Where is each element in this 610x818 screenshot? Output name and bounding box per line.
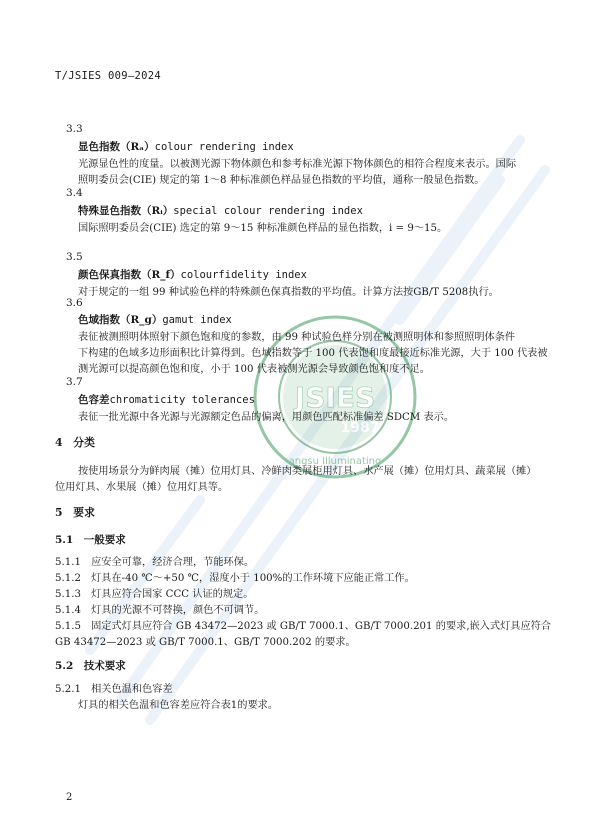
term-heading-3-3 (78, 139, 294, 154)
definition-3-6-line-2: 下构建的色域多边形面积比计算得到。色域指数等于 100 代表饱和度最接近标准光源，大于 100 代表被 (78, 348, 548, 359)
definition-3-7-line-1: 表征一批光源中各光源与光源额定色品的偏离，用颜色匹配标准偏差 SDCM 表示。 (78, 412, 455, 423)
term-en-3-4: special colour rendering index (173, 205, 363, 217)
svg-text:1987: 1987 (340, 420, 380, 436)
clause-5-1-5-line-2: GB 43472—2023 或 GB/T 7000.1、GB/T 7000.202 的要求。 (55, 637, 356, 648)
definition-3-5-line-1: 对于规定的一组 99 种试验色样的特殊颜色保真指数的平均值。计算方法按GB/T 5208执行。 (78, 287, 499, 298)
section-4-paragraph-line-2: 位用灯具、水果展（摊）位用灯具等。 (55, 482, 229, 493)
clause-5-1-4: 5.1.4 灯具的光源不可替换，颜色不可调节。 (55, 605, 265, 616)
term-en-3-7: chromaticity tolerances (109, 394, 255, 406)
clause-5-1-1: 5.1.1 应安全可靠，经济合理，节能环保。 (55, 557, 255, 568)
clause-5-1-5-line-1: 5.1.5 固定式灯具应符合 GB 43472—2023 或 GB/T 7000.1、GB/T 7000.201 的要求,嵌入式灯具应符合 (55, 621, 552, 632)
section-4-paragraph-line-1: 按使用场景分为鲜肉展（摊）位用灯具、冷鲜肉类展柜用灯具、水产展（摊）位用灯具、蔬菜展（摊） (78, 466, 537, 477)
standard-code-header: T/JSIES 009—2024 (55, 70, 161, 82)
clause-5-1-3: 5.1.3 灯具应符合国家 CCC 认证的规定。 (55, 589, 254, 600)
clause-5-2-1-heading: 5.2.1 相关色温和色容差 (55, 684, 173, 695)
definition-3-6-line-3: 测光源可以提高颜色饱和度，小于 100 代表被测光源会导致颜色饱和度不足。 (78, 364, 430, 375)
definition-3-6-line-1: 表征被测照明体照射下颜色饱和度的参数，由 99 种试验色样分别在被测照明体和参照照明体条件 (78, 332, 516, 343)
section-number-3-7: 3.7 (66, 376, 83, 388)
section-heading-5-2: 5.2 技术要求 (55, 660, 126, 672)
term-en-3-3: colour rendering index (154, 141, 294, 153)
section-number-3-4: 3.4 (66, 187, 83, 199)
term-cn-3-5: 颜色保真指数（R_f） (78, 269, 181, 281)
definition-3-3-line-2: 照明委员会(CIE) 规定的第 1～8 种标准颜色样品显色指数的平均值，通称一般显色指数。 (78, 175, 485, 186)
term-cn-3-6: 色域指数（R_g） (78, 314, 163, 326)
section-heading-5-1: 5.1 一般要求 (55, 534, 126, 546)
definition-3-3-line-1: 光源显色性的度量。以被测光源下物体颜色和参考标准光源下物体颜色的相符合程度来表示。国际 (78, 159, 517, 170)
section-number-3-5: 3.5 (66, 251, 83, 263)
section-number-3-3: 3.3 (66, 123, 83, 135)
term-cn-3-7: 色容差 (78, 394, 110, 406)
term-cn-3-3: 显色指数（Rₐ） (78, 141, 155, 153)
section-heading-4: 4 分类 (55, 436, 95, 449)
svg-text:JSIES: JSIES (294, 381, 376, 414)
term-heading-3-6 (78, 312, 232, 327)
page-number: 2 (66, 792, 73, 803)
term-en-3-6: gamut index (162, 314, 232, 326)
svg-text:angsu Illuminating: angsu Illuminating (288, 456, 382, 467)
term-cn-3-4: 特殊显色指数（Rᵢ） (78, 205, 174, 217)
section-number-3-6: 3.6 (66, 297, 83, 309)
term-heading-3-7 (78, 392, 255, 407)
section-heading-5: 5 要求 (55, 506, 95, 519)
term-heading-3-5 (78, 267, 307, 282)
clause-5-2-1-text: 灯具的相关色温和色容差应符合表1的要求。 (78, 700, 279, 711)
term-heading-3-4 (78, 203, 363, 218)
definition-3-4-line-1: 国际照明委员会(CIE) 选定的第 9～15 种标准颜色样品的显色指数，i = 9～15。 (78, 223, 448, 234)
term-en-3-5: colourfidelity index (180, 269, 307, 281)
clause-5-1-2: 5.1.2 灯具在-40 ℃～+50 ℃，湿度小于 100%的工作环境下应能正常工作。 (55, 573, 415, 584)
